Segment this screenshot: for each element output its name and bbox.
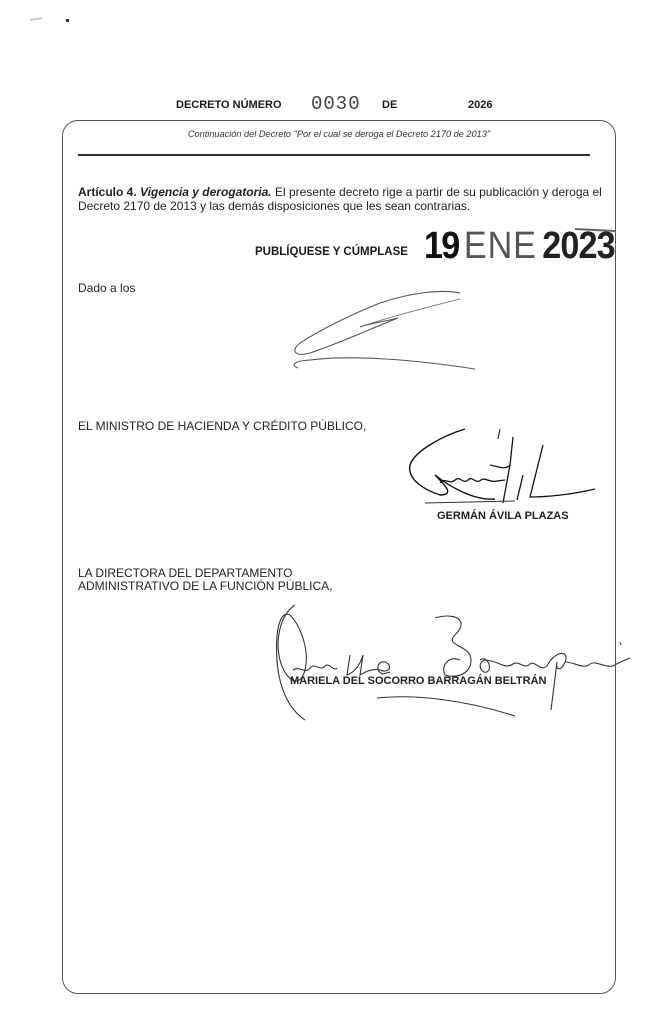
stamp-month: ENE bbox=[463, 225, 537, 267]
continuation-caption: Continuación del Decreto "Por el cual se deroga el Decreto 2170 de 2013" bbox=[187, 129, 491, 139]
article-heading: Vigencia y derogatoria. bbox=[140, 185, 272, 199]
stamp-day: 19 bbox=[424, 225, 459, 267]
scan-artifact bbox=[66, 19, 69, 22]
date-stamp bbox=[424, 226, 615, 266]
director-name: MARIELA DEL SOCORRO BARRAGÁN BELTRÁN bbox=[290, 675, 547, 687]
signature-minister-icon bbox=[405, 425, 600, 510]
signature-president-icon bbox=[280, 285, 480, 380]
decree-number-label: DECRETO NÚMERO bbox=[176, 99, 282, 111]
decree-number: 0030 bbox=[311, 93, 361, 115]
given-at-label: Dado a los bbox=[78, 281, 136, 295]
article-label: Artículo 4. bbox=[78, 185, 137, 199]
director-title-line-2: ADMINISTRATIVO DE LA FUNCIÓN PÚBLICA, bbox=[78, 579, 333, 593]
director-title bbox=[78, 567, 332, 593]
minister-name: GERMÁN ÁVILA PLAZAS bbox=[437, 510, 569, 522]
article-body: El presente decreto rige a partir de su publicación y deroga el Decreto 2170 de 2013 y las demás disposiciones que les sean contrarias. bbox=[78, 185, 602, 213]
director-title-line-1: LA DIRECTORA DEL DEPARTAMENTO bbox=[78, 566, 293, 580]
publication-label: PUBLÍQUESE Y CÚMPLASE bbox=[255, 246, 408, 258]
scan-artifact bbox=[30, 17, 42, 21]
article-4 bbox=[78, 185, 618, 213]
header-rule bbox=[78, 154, 590, 156]
decree-year: 2026 bbox=[468, 99, 493, 111]
minister-title: EL MINISTRO DE HACIENDA Y CRÉDITO PÚBLICO, bbox=[78, 419, 367, 433]
stamp-year: 2023 bbox=[542, 225, 615, 267]
decree-de-label: DE bbox=[382, 99, 398, 111]
signature-director-icon bbox=[265, 600, 635, 725]
